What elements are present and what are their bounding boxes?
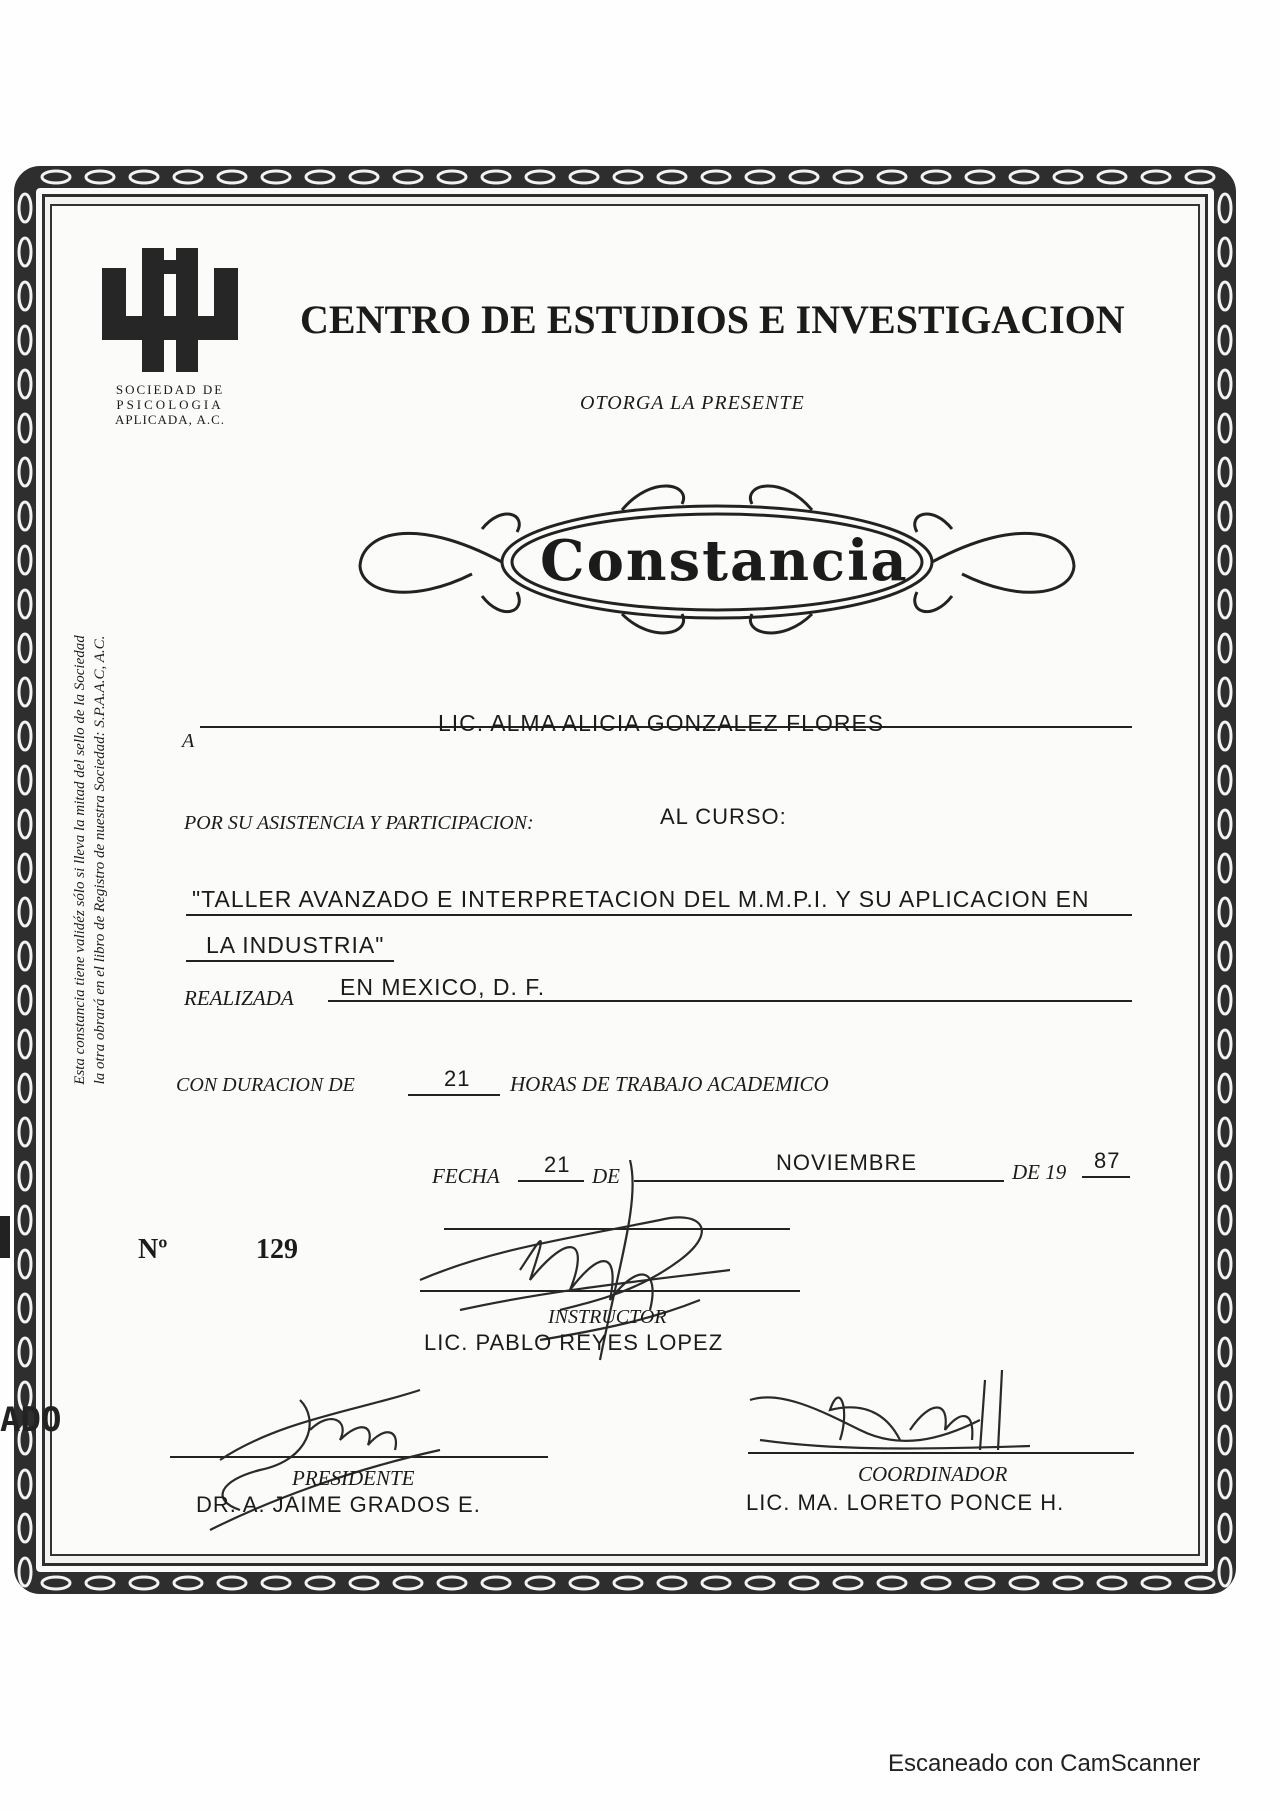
course-title-line-2-rule [186,960,394,962]
scanner-watermark: Escaneado con CamScanner [888,1750,1201,1777]
org-name [100,382,240,427]
date-label: FECHA [432,1164,500,1188]
duration-label: CON DURACION DE [176,1074,355,1096]
org-line-2: PSICOLOGIA [116,397,224,412]
president-role: PRESIDENTE [292,1466,415,1490]
page-title: CENTRO DE ESTUDIOS E INVESTIGACION [300,297,1125,342]
number-value: 129 [256,1234,298,1265]
psi-logo-icon [102,246,238,372]
subtitle: OTORGA LA PRESENTE [580,392,805,414]
stamp-mark [0,1216,10,1258]
certificate-word: Constancia [540,528,909,594]
org-line-3: APLICADA, A.C. [114,412,226,427]
date-de-1: DE [592,1164,620,1188]
stamp-fragment: ADO [0,1400,62,1440]
side-note [70,540,110,1180]
side-note-line-2: la otra obrará en el libro de Registro de nuestra Sociedad: S.P.A.A.C, A.C. [92,635,108,1085]
org-line-1: SOCIEDAD DE [115,382,225,397]
location-value: EN MEXICO, D. F. [340,974,546,1000]
coordinator-role: COORDINADOR [858,1462,1008,1486]
course-title-line-1-rule [186,914,1132,916]
coordinator-signature-icon [740,1370,1040,1470]
number-label: Nº [138,1234,168,1265]
coordinator-name: LIC. MA. LORETO PONCE H. [746,1490,1065,1515]
date-day: 21 [544,1152,571,1177]
course-title-line-1: "TALLER AVANZADO E INTERPRETACION DEL M.M.P.I. Y SU APLICACION EN [192,886,1090,912]
course-label: POR SU ASISTENCIA Y PARTICIPACION: [184,812,534,834]
duration-suffix: HORAS DE TRABAJO ACADEMICO [510,1072,829,1096]
president-name: DR. A. JAIME GRADOS E. [196,1492,481,1517]
instructor-name: LIC. PABLO REYES LOPEZ [424,1330,724,1355]
recipient-name: LIC. ALMA ALICIA GONZALEZ FLORES [438,710,885,736]
duration-rule [408,1094,500,1096]
side-note-line-1: Esta constancia tiene validéz sólo si lleva la mitad del sello de la Sociedad [72,635,88,1085]
date-year-rule [1082,1176,1130,1178]
instructor-role: INSTRUCTOR [548,1306,667,1328]
date-year: 87 [1094,1148,1121,1173]
duration-hours: 21 [444,1066,471,1091]
date-month: NOVIEMBRE [776,1150,918,1175]
course-value: AL CURSO: [660,804,787,829]
date-de-2: DE 19 [1012,1160,1067,1184]
recipient-prefix: A [182,730,195,752]
location-label: REALIZADA [184,986,294,1010]
course-title-line-2: LA INDUSTRIA" [206,932,385,958]
